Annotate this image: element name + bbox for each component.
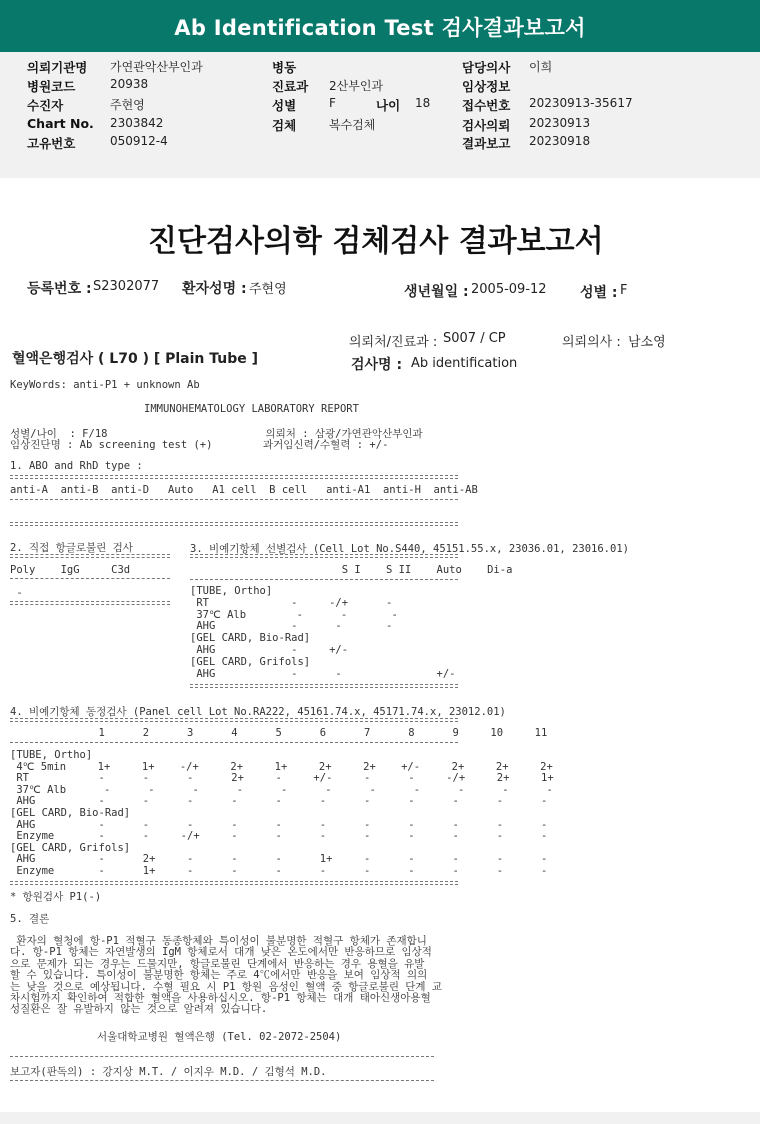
report-title: 진단검사의학 검체검사 결과보고서	[148, 224, 604, 259]
info-value-specimen: 복수검체	[329, 118, 376, 132]
panel-results: [TUBE, Ortho] 4℃ 5min 1+ 1+ -/+ 2+ 1+ 2+ 2+ +/- 2+ 2+ 2+ RT - - - 2+ - +/- - - -/+ 2+ 1+ 37℃ Alb - - - - - - - - - - - AHG - - - - - - - - - - - [GEL CARD, Bio-Rad] AHG - - - - - - - - - - - Enzyme - - -/+ - - - - - - - - [GEL CARD, Grifols] AHG - 2+ - - - 1+ - - - - - Enzyme - 1+ - - - - - - - - -	[10, 749, 554, 877]
dat-heading: 2. 직접 항글로불린 검사	[10, 542, 133, 554]
banner-title: Ab Identification Test 검사결과보고서	[174, 16, 586, 40]
lab-report-heading: IMMUNOHEMATOLOGY LABORATORY REPORT	[144, 403, 359, 415]
info-value-hospital-code: 20938	[110, 77, 149, 91]
info-value-doctor: 이희	[529, 60, 553, 74]
antigen-test-line: * 항원검사 P1(-)	[10, 891, 102, 903]
blood-bank-contact: 서울대학교병원 혈액은행 (Tel. 02-2072-2504)	[97, 1031, 342, 1043]
reg-no-label: 등록번호 :	[27, 281, 92, 297]
info-label-sex: 성별	[272, 98, 297, 113]
divider	[10, 578, 170, 579]
divider	[10, 554, 170, 558]
info-label-doctor: 담당의사	[462, 60, 511, 75]
divider	[190, 684, 458, 688]
conclusion-text: 환자의 혈청에 항-P1 적혈구 동종항체와 특이성이 불분명한 적혈구 항체가 존재합니 다. 항-P1 항체는 자연발생의 IgM 항체로서 대개 낮은 온도에서만 반응하므로 임상적 으로 문제가 되는 경우는 드물지만, 항글로불린 단계에서 반응하는 경우 용혈을 유발 할 수 있습니다. 특이성이 불분명한 항체는 주로 4℃에서만 반응을 보여 임상적 의의 는 낮을 것으로 예상됩니다. 수혈 필요 시 P1 항원 음성인 혈액 중 항글로불린 단계 교 차시험까지 확인하여 적합한 혈액을 사용하십시오. 항-P1 항체는 대개 태아신생아용혈 성질환은 잘 유발하지 않는 것으로 알려져 있습니다.	[10, 935, 443, 1016]
sex-age-line: 성별/나이 : F/18 의뢰처 : 삼광/가연관악산부인과	[10, 428, 423, 440]
patient-name-value: 주현영	[249, 282, 287, 297]
info-value-unique-no: 050912-4	[110, 134, 168, 148]
info-label-department: 진료과	[272, 79, 309, 94]
conclusion-heading: 5. 결론	[10, 913, 50, 925]
dat-columns: Poly IgG C3d	[10, 564, 131, 576]
doctor-value: 남소영	[628, 335, 666, 350]
info-value-institution: 가연관악산부인과	[110, 60, 203, 74]
reg-no-value: S2302077	[93, 279, 160, 294]
info-value-age: 18	[415, 96, 431, 110]
info-label-age: 나이	[376, 98, 401, 113]
info-label-institution: 의뢰기관명	[27, 60, 88, 75]
sex-label: 성별 :	[580, 285, 618, 301]
info-label-hospital-code: 병원코드	[27, 79, 76, 94]
info-value-request-date: 20230913	[529, 116, 591, 130]
info-label-request-date: 검사의뢰	[462, 118, 511, 133]
dept-value: S007 / CP	[443, 331, 506, 346]
info-label-specimen: 검체	[272, 118, 297, 133]
info-label-patient: 수진자	[27, 98, 64, 113]
dob-value: 2005-09-12	[471, 282, 547, 297]
divider	[190, 554, 458, 558]
divider	[10, 475, 458, 479]
dob-label: 생년월일 :	[404, 284, 469, 300]
screening-columns: S I S II Auto Di-a	[190, 564, 513, 576]
doctor-label: 의뢰의사 :	[562, 335, 621, 350]
divider	[10, 499, 458, 500]
info-value-sex: F	[329, 96, 336, 110]
test-name-value: Ab identification	[411, 356, 518, 371]
abo-rhd-columns: anti-A anti-B anti-D Auto A1 cell B cell anti-A1 anti-H anti-AB	[10, 484, 478, 496]
divider	[10, 601, 170, 605]
reporters-line: 보고자(판독의) : 강지상 M.T. / 이지우 M.D. / 김형석 M.D.	[10, 1066, 327, 1078]
divider	[10, 1056, 434, 1057]
divider	[190, 579, 458, 580]
info-label-report-date: 결과보고	[462, 136, 511, 151]
divider	[10, 742, 458, 743]
section-title: 혈액은행검사 ( L70 ) [ Plain Tube ]	[12, 351, 259, 367]
panel-columns: 1 2 3 4 5 6 7 8 9 10 11	[10, 727, 548, 739]
info-label-ward: 병동	[272, 60, 297, 75]
info-value-patient: 주현영	[110, 98, 145, 112]
info-label-chart-no: Chart No.	[27, 116, 94, 131]
dept-label: 의뢰처/진료과 :	[349, 335, 438, 350]
divider	[10, 718, 458, 722]
info-label-accession-no: 접수번호	[462, 98, 511, 113]
info-value-report-date: 20230918	[529, 134, 591, 148]
test-name-label: 검사명 :	[351, 357, 403, 373]
info-value-accession-no: 20230913-35617	[529, 96, 633, 110]
info-label-unique-no: 고유번호	[27, 136, 76, 151]
info-value-chart-no: 2303842	[110, 116, 164, 130]
info-value-department: 2산부인과	[329, 79, 384, 93]
panel-heading: 4. 비예기항체 동정검사 (Panel cell Lot No.RA222, 45161.74.x, 45171.74.x, 23012.01)	[10, 706, 506, 718]
screening-heading: 3. 비예기항체 선별검사 (Cell Lot No.S440, 45151.55.x, 23036.01, 23016.01)	[190, 543, 629, 555]
dat-result: -	[10, 587, 23, 599]
keywords-line: KeyWords: anti-P1 + unknown Ab	[10, 379, 200, 391]
patient-info-panel	[0, 52, 760, 166]
abo-rhd-heading: 1. ABO and RhD type :	[10, 460, 143, 472]
divider	[10, 881, 458, 885]
clinical-diagnosis-line: 임상진단명 : Ab screening test (+) 과거임신력/수혈력 : +/-	[10, 439, 389, 451]
divider	[10, 1080, 434, 1081]
scanned-report-page	[0, 178, 760, 1112]
report-header-banner	[0, 0, 760, 52]
info-label-clinical-info: 임상정보	[462, 79, 511, 94]
screening-results: [TUBE, Ortho] RT - -/+ - 37℃ Alb - - - AHG - - - [GEL CARD, Bio-Rad] AHG - +/- [GEL CARD, Grifols] AHG - - +/-	[190, 585, 456, 680]
patient-name-label: 환자성명 :	[182, 281, 247, 297]
divider	[10, 522, 458, 526]
sex-value: F	[620, 283, 628, 298]
